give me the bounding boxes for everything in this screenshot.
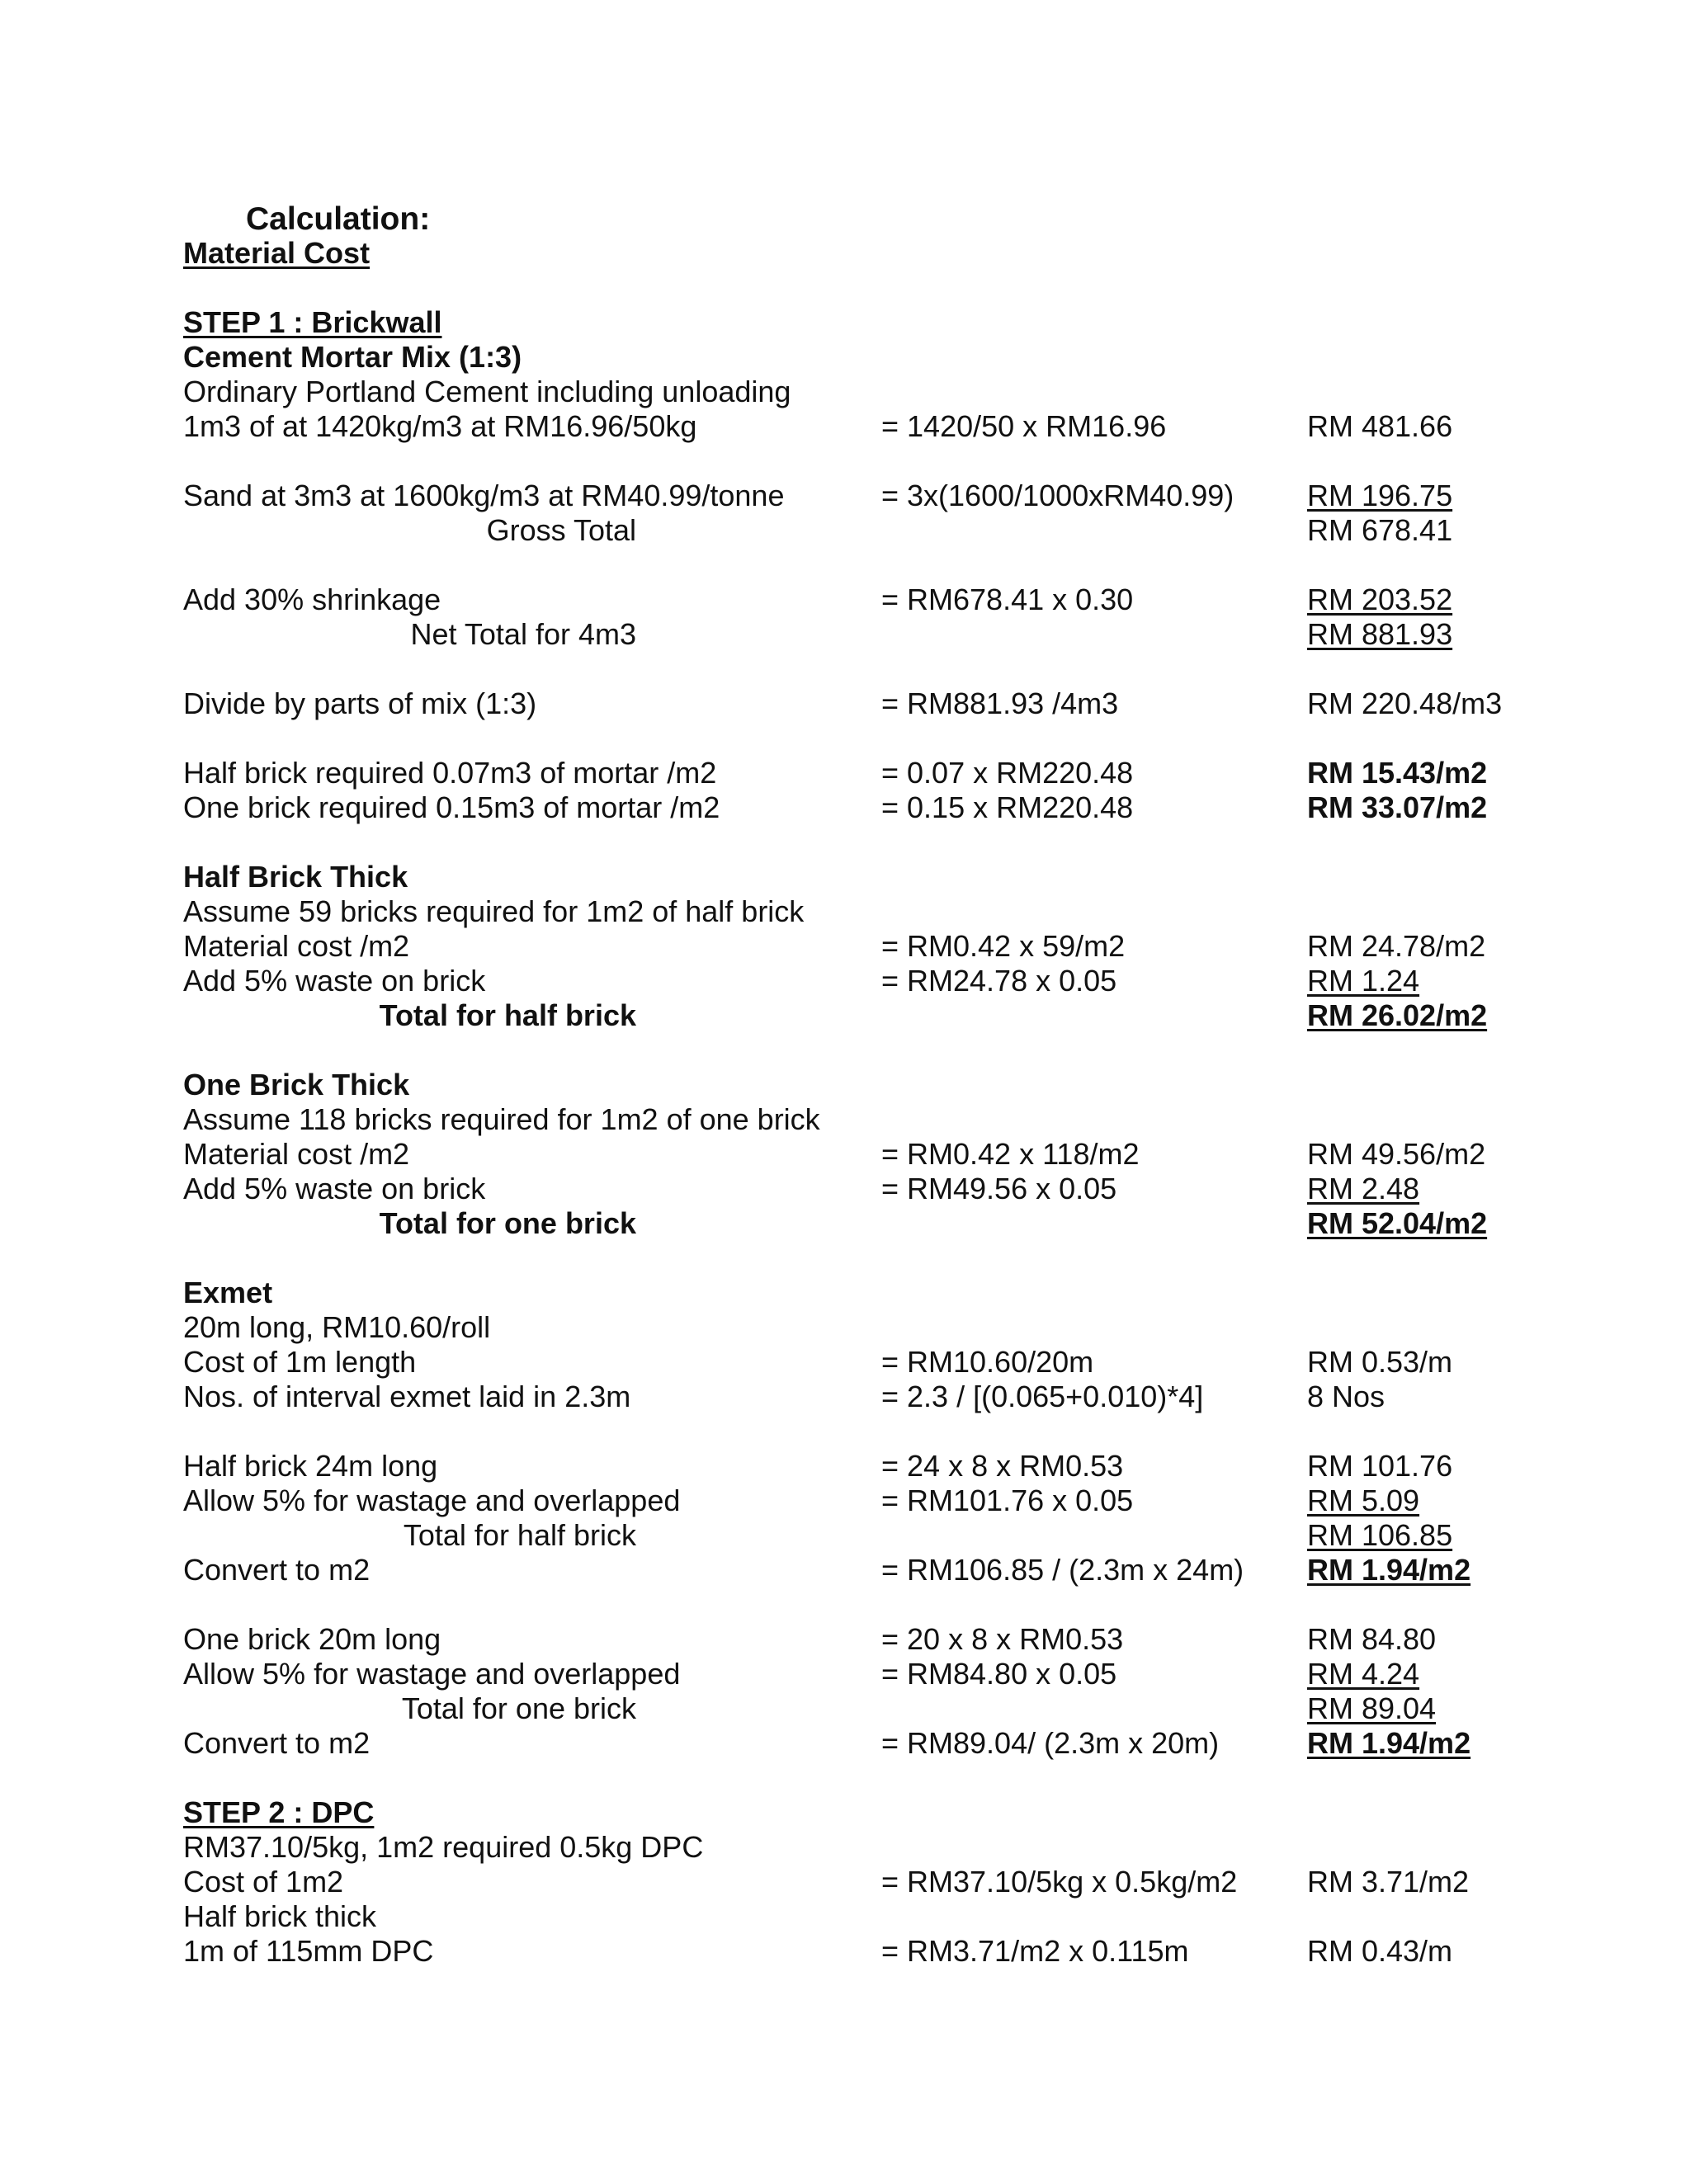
one-req-row xyxy=(183,790,1520,825)
half-req-label: Half brick required 0.07m3 of mortar /m2 xyxy=(183,756,717,790)
opc-calc: = 1420/50 x RM16.96 xyxy=(881,409,1167,443)
sand-label: Sand at 3m3 at 1600kg/m3 at RM40.99/tonne xyxy=(183,479,785,512)
half-req-calc: = 0.07 x RM220.48 xyxy=(881,756,1134,790)
exmet-half-total-label: Total for half brick xyxy=(403,1518,636,1552)
mortar-heading: Cement Mortar Mix (1:3) xyxy=(183,340,522,374)
sand-row xyxy=(183,479,1520,513)
exmet-cost-value: RM 0.53/m xyxy=(1307,1345,1453,1379)
half-brick-total-row xyxy=(183,998,1520,1033)
one-brick-heading: One Brick Thick xyxy=(183,1068,410,1101)
one-brick-total-value: RM 52.04/m2 xyxy=(1307,1206,1488,1240)
exmet-one-label: One brick 20m long xyxy=(183,1622,441,1656)
half-brick-waste-label: Add 5% waste on brick xyxy=(183,964,486,998)
exmet-one-allow-row xyxy=(183,1657,1520,1691)
exmet-nos-label: Nos. of interval exmet laid in 2.3m xyxy=(183,1380,631,1413)
one-brick-waste-row xyxy=(183,1172,1520,1206)
exmet-half-total-row xyxy=(183,1518,1520,1553)
half-brick-assume: Assume 59 bricks required for 1m2 of half brick xyxy=(183,894,805,928)
half-brick-heading: Half Brick Thick xyxy=(183,860,408,894)
dpc-value: RM 0.43/m xyxy=(1307,1934,1453,1968)
shrink-value: RM 203.52 xyxy=(1307,583,1453,616)
exmet-half-convert-value: RM 1.94/m2 xyxy=(1307,1553,1471,1587)
gross-value: RM 678.41 xyxy=(1307,513,1453,547)
shrink-row xyxy=(183,583,1520,617)
exmet-roll: 20m long, RM10.60/roll xyxy=(183,1310,491,1344)
exmet-nos-row xyxy=(183,1380,1520,1414)
sand-calc: = 3x(1600/1000xRM40.99) xyxy=(881,479,1234,512)
exmet-one-total-label: Total for one brick xyxy=(401,1691,636,1725)
exmet-half-convert-label: Convert to m2 xyxy=(183,1553,371,1587)
exmet-one-allow-label: Allow 5% for wastage and overlapped xyxy=(183,1657,681,1691)
exmet-one-calc: = 20 x 8 x RM0.53 xyxy=(881,1622,1124,1656)
half-req-row xyxy=(183,756,1520,790)
step2-heading: STEP 2 : DPC xyxy=(183,1795,375,1829)
one-brick-mat-label: Material cost /m2 xyxy=(183,1137,410,1171)
exmet-nos-calc: = 2.3 / [(0.065+0.010)*4] xyxy=(881,1380,1204,1413)
divide-label: Divide by parts of mix (1:3) xyxy=(183,686,537,720)
one-req-value: RM 33.07/m2 xyxy=(1307,790,1488,824)
exmet-one-convert-row xyxy=(183,1726,1520,1761)
gross-label: Gross Total xyxy=(486,513,636,547)
exmet-one-convert-label: Convert to m2 xyxy=(183,1726,371,1760)
one-brick-total-label: Total for one brick xyxy=(379,1206,636,1240)
exmet-one-allow-calc: = RM84.80 x 0.05 xyxy=(881,1657,1117,1691)
exmet-one-value: RM 84.80 xyxy=(1307,1622,1437,1656)
net-value: RM 881.93 xyxy=(1307,617,1453,651)
dpc-cost-value: RM 3.71/m2 xyxy=(1307,1865,1470,1899)
calculation-content xyxy=(183,236,1520,1969)
dpc-price: RM37.10/5kg, 1m2 required 0.5kg DPC xyxy=(183,1830,704,1864)
exmet-half-convert-calc: = RM106.85 / (2.3m x 24m) xyxy=(881,1553,1244,1587)
exmet-half-allow-row xyxy=(183,1484,1520,1518)
divide-row xyxy=(183,686,1520,721)
net-row xyxy=(183,617,1520,652)
one-brick-assume: Assume 118 bricks required for 1m2 of one brick xyxy=(183,1102,820,1136)
opc-line2: 1m3 of at 1420kg/m3 at RM16.96/50kg xyxy=(183,409,697,443)
half-brick-mat-value: RM 24.78/m2 xyxy=(1307,929,1486,963)
dpc-row xyxy=(183,1934,1520,1969)
divide-value: RM 220.48/m3 xyxy=(1307,686,1503,720)
one-brick-waste-value: RM 2.48 xyxy=(1307,1172,1420,1205)
one-req-label: One brick required 0.15m3 of mortar /m2 xyxy=(183,790,720,824)
one-brick-total-row xyxy=(183,1206,1520,1241)
exmet-one-convert-calc: = RM89.04/ (2.3m x 20m) xyxy=(881,1726,1220,1760)
half-brick-mat-label: Material cost /m2 xyxy=(183,929,410,963)
exmet-heading: Exmet xyxy=(183,1276,273,1309)
exmet-half-allow-value: RM 5.09 xyxy=(1307,1484,1420,1517)
exmet-half-allow-calc: = RM101.76 x 0.05 xyxy=(881,1484,1134,1517)
dpc-label: 1m of 115mm DPC xyxy=(183,1934,434,1968)
opc-line1: Ordinary Portland Cement including unloading xyxy=(183,375,791,408)
dpc-cost-calc: = RM37.10/5kg x 0.5kg/m2 xyxy=(881,1865,1238,1899)
exmet-half-value: RM 101.76 xyxy=(1307,1449,1453,1483)
exmet-half-calc: = 24 x 8 x RM0.53 xyxy=(881,1449,1124,1483)
exmet-half-convert-row xyxy=(183,1553,1520,1587)
exmet-one-convert-value: RM 1.94/m2 xyxy=(1307,1726,1471,1760)
half-brick-waste-row xyxy=(183,964,1520,998)
one-brick-mat-row xyxy=(183,1137,1520,1172)
opc-row xyxy=(183,409,1520,444)
one-brick-waste-label: Add 5% waste on brick xyxy=(183,1172,486,1205)
half-brick-total-label: Total for half brick xyxy=(379,998,636,1032)
step1-heading: STEP 1 : Brickwall xyxy=(183,305,442,339)
half-brick-mat-calc: = RM0.42 x 59/m2 xyxy=(881,929,1126,963)
shrink-label: Add 30% shrinkage xyxy=(183,583,441,616)
half-brick-waste-value: RM 1.24 xyxy=(1307,964,1420,998)
dpc-half-label: Half brick thick xyxy=(183,1899,377,1933)
sand-value: RM 196.75 xyxy=(1307,479,1453,512)
page-title: Calculation: xyxy=(246,201,431,237)
exmet-half-total-value: RM 106.85 xyxy=(1307,1518,1453,1552)
half-brick-total-value: RM 26.02/m2 xyxy=(1307,998,1488,1032)
dpc-cost-row xyxy=(183,1865,1520,1899)
one-req-calc: = 0.15 x RM220.48 xyxy=(881,790,1134,824)
exmet-half-label: Half brick 24m long xyxy=(183,1449,438,1483)
net-label: Net Total for 4m3 xyxy=(410,617,636,651)
half-req-value: RM 15.43/m2 xyxy=(1307,756,1488,790)
opc-value: RM 481.66 xyxy=(1307,409,1453,443)
half-brick-mat-row xyxy=(183,929,1520,964)
section-heading: Material Cost xyxy=(183,236,371,270)
exmet-cost-calc: = RM10.60/20m xyxy=(881,1345,1094,1379)
shrink-calc: = RM678.41 x 0.30 xyxy=(881,583,1134,616)
gross-row xyxy=(183,513,1520,548)
one-brick-mat-value: RM 49.56/m2 xyxy=(1307,1137,1486,1171)
exmet-one-allow-value: RM 4.24 xyxy=(1307,1657,1420,1691)
exmet-one-row xyxy=(183,1622,1520,1657)
exmet-half-row xyxy=(183,1449,1520,1484)
exmet-nos-value: 8 Nos xyxy=(1307,1380,1386,1413)
exmet-cost-row xyxy=(183,1345,1520,1380)
dpc-cost-label: Cost of 1m2 xyxy=(183,1865,344,1899)
one-brick-mat-calc: = RM0.42 x 118/m2 xyxy=(881,1137,1140,1171)
divide-calc: = RM881.93 /4m3 xyxy=(881,686,1119,720)
exmet-cost-label: Cost of 1m length xyxy=(183,1345,417,1379)
half-brick-waste-calc: = RM24.78 x 0.05 xyxy=(881,964,1117,998)
one-brick-waste-calc: = RM49.56 x 0.05 xyxy=(881,1172,1117,1205)
exmet-half-allow-label: Allow 5% for wastage and overlapped xyxy=(183,1484,681,1517)
exmet-one-total-value: RM 89.04 xyxy=(1307,1691,1437,1725)
exmet-one-total-row xyxy=(183,1691,1520,1726)
dpc-calc: = RM3.71/m2 x 0.115m xyxy=(881,1934,1189,1968)
